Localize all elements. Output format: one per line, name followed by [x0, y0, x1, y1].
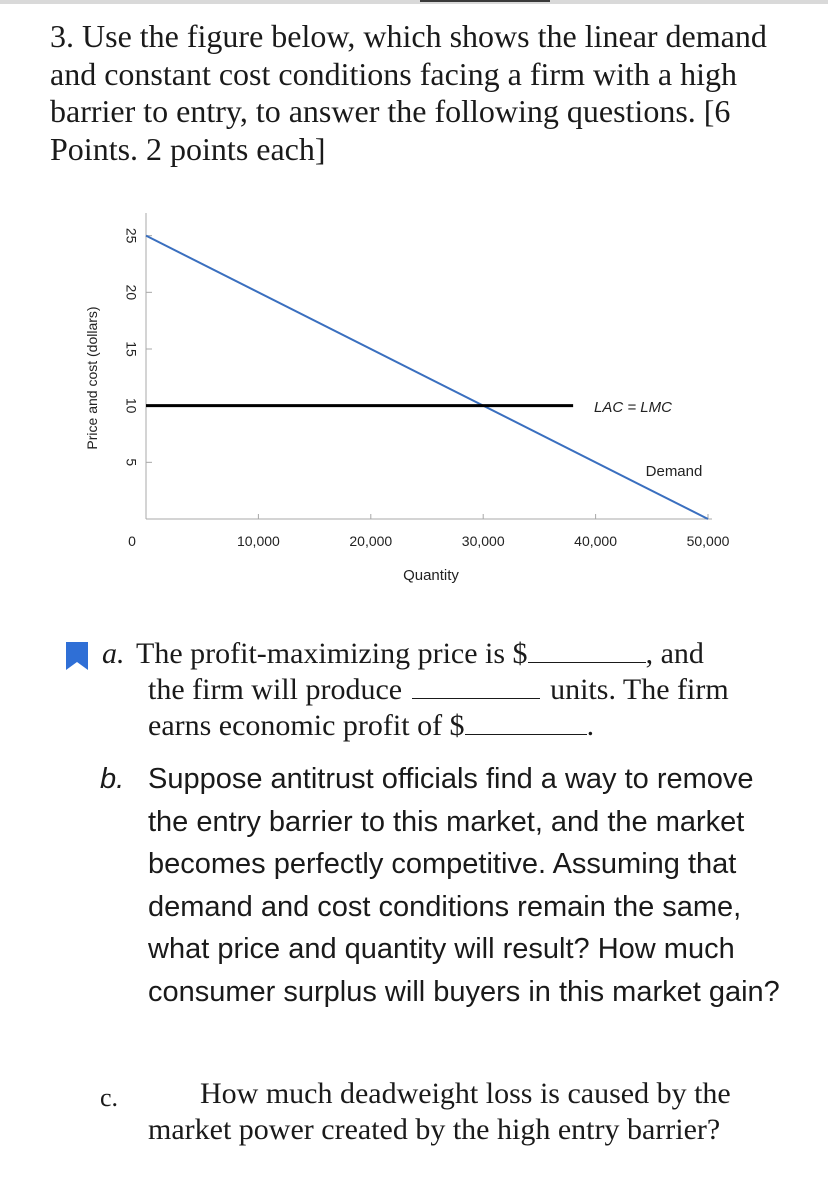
- lac-lmc-label: LAC = LMC: [594, 399, 672, 416]
- x-tick-label: 20,000: [349, 533, 393, 549]
- plot-area: [123, 213, 729, 549]
- y-tick-label: 20: [123, 284, 140, 301]
- x-tick-label: 30,000: [461, 533, 505, 549]
- page-edge: [0, 0, 828, 4]
- x-axis-label: Quantity: [403, 567, 459, 584]
- bookmark-icon[interactable]: [66, 642, 88, 670]
- previous-answer-line: [420, 0, 550, 2]
- part-a-line2-end: units. The firm: [550, 673, 729, 706]
- part-b-letter: b.: [100, 763, 125, 795]
- quantity-blank[interactable]: [412, 672, 540, 699]
- part-b-text: Suppose antitrust officials find a way to remove the entry barrier to this market, and the market becomes perfectly competitive. Assuming that demand and cost conditions remain the same, what price and quantity will result? How much consumer surplus will buyers in this market gain?: [148, 763, 780, 1008]
- part-a-line3-end: .: [586, 709, 595, 742]
- part-a-profit-prompt: earns economic profit of $: [148, 709, 465, 742]
- part-c-line-1: How much deadweight loss is caused by the: [200, 1077, 731, 1110]
- x-tick-label: 40,000: [574, 533, 618, 549]
- y-tick-label: 5: [123, 458, 140, 467]
- x-tick-label: 10,000: [236, 533, 280, 549]
- part-a-line-2: [148, 672, 729, 708]
- demand-label: Demand: [645, 463, 703, 480]
- part-c-line-2: market power created by the high entry barrier?: [148, 1113, 721, 1146]
- part-a-line-3: [148, 708, 594, 744]
- price-blank[interactable]: [528, 636, 646, 663]
- part-a-line-1: [136, 636, 704, 672]
- demand-curve: [146, 236, 708, 519]
- part-a-quantity-prompt: the firm will produce: [148, 673, 403, 706]
- part-a-line1-end: , and: [645, 637, 704, 670]
- part-c-letter: c.: [100, 1083, 119, 1112]
- y-tick-label: 10: [123, 397, 140, 414]
- part-a-letter: a.: [102, 637, 125, 670]
- x-tick-label: 50,000: [686, 533, 730, 549]
- question-text: 3. Use the figure below, which shows the linear demand and constant cost conditions facing a firm with a high barrier to entry, to answer the following questions. [6 Points. 2 points each]: [50, 18, 767, 167]
- y-tick-label: 25: [123, 227, 140, 244]
- x-tick-label: 0: [128, 533, 136, 549]
- y-tick-label: 15: [123, 341, 140, 357]
- part-a-price-prompt: The profit-maximizing price is $: [136, 637, 528, 670]
- demand-cost-chart: [0, 200, 828, 600]
- y-axis-label: Price and cost (dollars): [84, 306, 100, 450]
- profit-blank[interactable]: [465, 708, 587, 735]
